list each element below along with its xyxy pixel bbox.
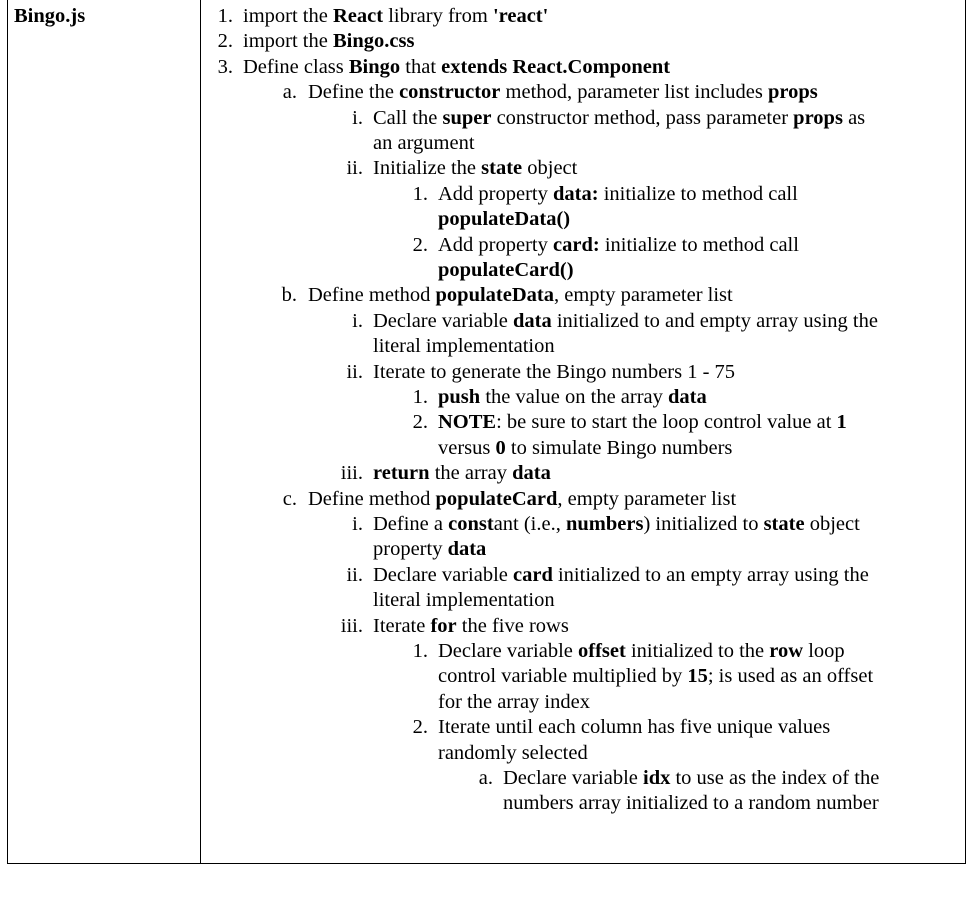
- text-run: Iterate to generate the Bingo numbers 1 - 75: [373, 360, 736, 383]
- text-run: constructor method, pass parameter: [491, 106, 794, 129]
- bold-term: return: [373, 462, 430, 485]
- bold-term: super: [442, 106, 492, 129]
- text-run: loop: [803, 640, 845, 662]
- list-item-text: [243, 55, 670, 79]
- text-run: ; is used as an offset: [707, 665, 874, 688]
- list-item-text: [243, 4, 548, 28]
- bold-term: NOTE: [438, 411, 497, 434]
- text-run: Define method: [308, 487, 436, 510]
- list-marker: 2.: [412, 411, 428, 434]
- text-run: ant (i.e.,: [493, 513, 566, 535]
- list-marker: 1.: [412, 386, 428, 408]
- list-item-text: [438, 741, 588, 765]
- column-divider: [200, 0, 201, 864]
- bold-term: idx: [643, 767, 671, 789]
- text-run: import the: [243, 5, 333, 27]
- bold-term: numbers: [565, 513, 644, 535]
- text-run: , empty parameter list: [553, 284, 733, 307]
- text-run: Initialize the: [373, 157, 482, 180]
- bold-term: 'react': [492, 5, 549, 27]
- list-item-text: [373, 588, 555, 612]
- text-run: control variable multiplied by: [438, 665, 688, 688]
- list-marker: c.: [282, 487, 297, 510]
- list-marker: ii.: [346, 563, 363, 586]
- list-item-text: [438, 233, 799, 257]
- text-run: Declare variable: [373, 563, 513, 586]
- text-run: Add property: [438, 233, 554, 256]
- bold-term: 1: [836, 411, 847, 434]
- file-name-cell: Bingo.js: [14, 5, 86, 27]
- text-run: library from: [383, 5, 493, 27]
- text-run: versus: [438, 436, 496, 459]
- text-run: Iterate until each column has five unique values: [438, 716, 831, 739]
- text-run: object: [522, 157, 578, 180]
- bold-term: populateData: [435, 284, 554, 307]
- list-item-text: [373, 614, 569, 638]
- list-item-text: [373, 334, 555, 358]
- list-marker: iii.: [340, 614, 363, 637]
- text-run: property: [373, 538, 448, 561]
- list-marker: ii.: [346, 360, 363, 383]
- list-marker: b.: [281, 284, 297, 307]
- list-item-text: [373, 461, 551, 485]
- bold-term: data:: [553, 182, 599, 205]
- list-marker: ii.: [346, 157, 363, 180]
- bold-term: for: [430, 614, 457, 637]
- text-run: Declare variable: [438, 640, 578, 662]
- list-item-text: [438, 207, 570, 231]
- list-item-text: [373, 537, 486, 561]
- bold-term: const: [448, 513, 494, 535]
- bold-term: state: [481, 157, 523, 180]
- bold-term: 0: [495, 436, 506, 459]
- list-marker: a.: [478, 767, 493, 789]
- list-item-text: [243, 29, 414, 53]
- list-item-text: [503, 766, 879, 790]
- text-run: initialize to method call: [598, 182, 798, 205]
- bold-term: props: [767, 81, 818, 104]
- text-run: , empty parameter list: [557, 487, 737, 510]
- bold-term: offset: [578, 640, 626, 662]
- text-run: object: [804, 513, 860, 535]
- text-run: initialized to an empty array using the: [552, 563, 869, 586]
- bold-term: data: [513, 309, 552, 332]
- text-run: numbers array initialized to a random number: [503, 792, 879, 815]
- text-run: literal implementation: [373, 335, 555, 358]
- bold-term: 15: [687, 665, 708, 688]
- list-item-text: [373, 106, 865, 130]
- bold-term: populateCard(): [438, 259, 574, 281]
- list-item-text: [438, 715, 830, 739]
- text-run: to simulate Bingo numbers: [505, 436, 733, 459]
- text-run: Iterate: [373, 614, 431, 637]
- text-run: method, parameter list includes: [500, 81, 768, 104]
- text-run: the value on the array: [480, 386, 669, 408]
- bold-term: row: [769, 640, 804, 662]
- list-item-text: [438, 639, 845, 663]
- text-run: an argument: [373, 132, 475, 154]
- text-run: randomly selected: [438, 741, 588, 764]
- list-marker: 3.: [217, 55, 233, 78]
- text-run: to use as the index of the: [670, 767, 880, 789]
- text-run: : be sure to start the loop control value at: [496, 411, 837, 434]
- bold-term: populateCard: [435, 487, 558, 510]
- text-run: for the array index: [438, 690, 590, 713]
- bold-term: Bingo: [348, 55, 401, 78]
- bold-term: state: [763, 513, 805, 535]
- list-marker: 1.: [412, 640, 428, 662]
- list-item-text: [438, 690, 590, 714]
- bold-term: extends React.Component: [441, 55, 671, 78]
- list-marker: 1.: [217, 5, 233, 27]
- bold-term: data: [668, 386, 707, 408]
- text-run: Declare variable: [503, 767, 643, 789]
- list-item-text: [373, 360, 735, 384]
- list-marker: i.: [352, 309, 363, 332]
- text-run: initialized to and empty array using the: [551, 309, 878, 332]
- list-item-text: [373, 156, 577, 180]
- bold-term: props: [793, 106, 843, 129]
- list-marker: 2.: [412, 233, 428, 256]
- text-run: Add property: [438, 182, 554, 205]
- list-marker: 2.: [412, 716, 428, 739]
- text-run: Define class: [243, 55, 349, 78]
- list-item-text: [373, 512, 860, 536]
- list-item-text: [438, 664, 873, 688]
- bold-term: data: [512, 462, 551, 485]
- text-run: Define method: [308, 284, 436, 307]
- text-run: literal implementation: [373, 589, 555, 612]
- list-marker: 1.: [412, 182, 428, 205]
- bold-term: Bingo.css: [332, 30, 415, 53]
- text-run: initialized to the: [625, 640, 770, 662]
- list-item-text: [373, 563, 869, 587]
- bold-term: data: [447, 538, 487, 561]
- text-run: Define the: [308, 81, 400, 104]
- bold-term: card:: [553, 233, 600, 256]
- text-run: the array: [429, 462, 513, 485]
- text-run: initialize to method call: [599, 233, 799, 256]
- bold-term: constructor: [399, 81, 501, 104]
- list-item-text: [438, 182, 798, 206]
- list-item-text: [438, 436, 732, 460]
- text-run: the five rows: [456, 614, 569, 637]
- bold-term: React: [332, 5, 384, 27]
- list-marker: i.: [352, 513, 363, 535]
- list-item-text: [438, 385, 707, 409]
- text-run: that: [400, 55, 442, 78]
- list-marker: a.: [282, 81, 297, 104]
- bold-term: push: [438, 386, 481, 408]
- list-item-text: [373, 131, 475, 155]
- list-item-text: [438, 410, 847, 434]
- text-run: ) initialized to: [643, 513, 764, 535]
- list-marker: iii.: [340, 462, 363, 485]
- text-run: Define a: [373, 513, 449, 535]
- list-item-text: [373, 309, 878, 333]
- text-run: Call the: [373, 106, 443, 129]
- text-run: as: [842, 106, 866, 129]
- list-marker: 2.: [217, 30, 233, 53]
- list-marker: i.: [352, 106, 363, 129]
- list-item-text: [503, 791, 879, 815]
- text-run: Declare variable: [373, 309, 513, 332]
- bold-term: populateData(): [438, 208, 571, 231]
- bold-term: card: [513, 563, 553, 586]
- list-item-text: [308, 283, 733, 307]
- list-item-text: [438, 258, 574, 282]
- list-item-text: [308, 80, 818, 104]
- text-run: import the: [243, 30, 333, 53]
- list-item-text: [308, 487, 736, 511]
